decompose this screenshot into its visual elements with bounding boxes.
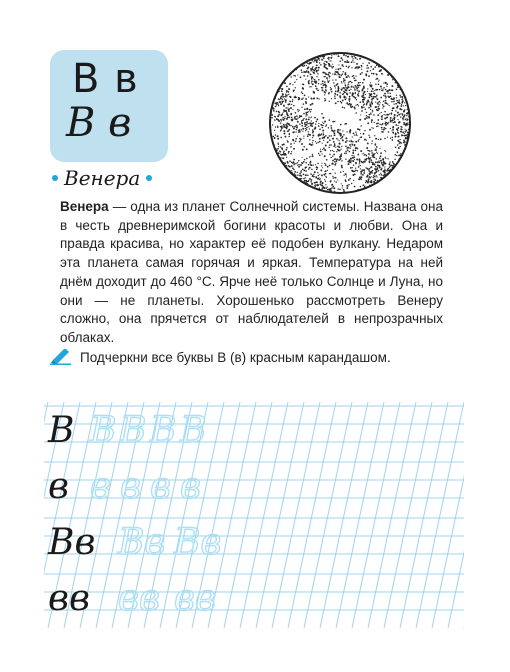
practice-trace-4-2: вв [174,578,216,619]
practice-sample-1: В [48,410,75,451]
practice-trace-2-1: в [90,466,111,507]
pencil-icon [50,349,72,365]
practice-sample-3: Вв [48,522,96,563]
practice-trace-3-2: Вв [174,522,222,563]
venus-illustration [265,48,415,198]
practice-trace-3-1: Вв [118,522,166,563]
story-text: — одна из планет Солнечной системы. Названа она в честь древнеримской богини красоты и любви. Она и правда красива, но характер её подобен вулкану. Недаром эта планета самая горячая и яркая. Температура на ней днём доходит до 460 °С. Ярче неё только Солнце и Луна, но они — не планеты. Хорошенько рассмотреть Венеру сложно, она прячется от наблюдателей в непрозрачных облаках. [60,199,443,345]
practice-sample-2: в [48,466,69,507]
script-letters: В в [66,100,132,146]
practice-trace-1-2: В [120,410,147,451]
practice-trace-1-4: В [180,410,207,451]
practice-trace-4-1: вв [118,578,160,619]
practice-trace-2-4: в [180,466,201,507]
practice-trace-1-1: В [90,410,117,451]
handwriting-practice-grid [44,402,464,628]
word-label-text: Венера [64,166,141,190]
letter-card [50,50,168,162]
practice-trace-2-2: в [120,466,141,507]
task-instruction [50,349,450,365]
story-paragraph [60,198,443,348]
bullet-dot-right [146,175,152,181]
practice-trace-2-3: в [150,466,171,507]
bullet-dot-left [52,175,58,181]
print-letters: В в [72,56,139,102]
practice-trace-1-3: В [150,410,177,451]
task-text: Подчеркни все буквы В (в) красным карандашом. [80,349,391,365]
story-lead: Венера [60,199,109,214]
word-label [52,166,152,190]
practice-sample-4: вв [48,578,90,619]
